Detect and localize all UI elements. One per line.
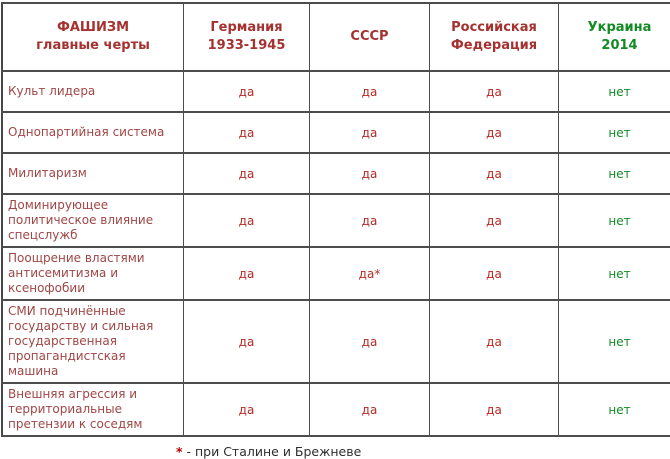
column-header-line: Российская <box>432 19 556 37</box>
value-cell-ukraine: нет <box>559 153 670 194</box>
column-header-line: ФАШИЗМ <box>5 19 181 37</box>
value-cell-ukraine: нет <box>559 112 670 153</box>
column-header-ukraine <box>559 3 670 71</box>
table-row-7 <box>2 383 670 436</box>
value-cell-germany: да <box>184 300 310 383</box>
column-header-features <box>2 3 184 71</box>
fascism-comparison-table <box>1 2 670 437</box>
value-cell-ukraine: нет <box>559 194 670 247</box>
value-cell-russia: да <box>430 383 559 436</box>
footnote-text: - при Сталине и Брежневе <box>183 444 362 459</box>
value-cell-ussr: да* <box>310 247 430 300</box>
value-cell-germany: да <box>184 71 310 112</box>
feature-cell: Доминирующее политическое влияние спецслужб <box>2 194 184 247</box>
value-cell-russia: да <box>430 247 559 300</box>
footnote-asterisk: * <box>176 444 183 459</box>
value-cell-ussr: да <box>310 112 430 153</box>
column-header-line: 1933-1945 <box>186 37 307 55</box>
value-cell-germany: да <box>184 153 310 194</box>
value-cell-russia: да <box>430 153 559 194</box>
header-row <box>2 3 670 71</box>
footnote <box>176 444 670 459</box>
feature-cell: Культ лидера <box>2 71 184 112</box>
value-cell-ussr: да <box>310 300 430 383</box>
value-cell-ussr: да <box>310 383 430 436</box>
feature-cell: Поощрение властями антисемитизма и ксенофобии <box>2 247 184 300</box>
value-cell-russia: да <box>430 300 559 383</box>
feature-cell: Милитаризм <box>2 153 184 194</box>
table-row-3 <box>2 153 670 194</box>
value-cell-ukraine: нет <box>559 383 670 436</box>
value-cell-ukraine: нет <box>559 247 670 300</box>
table-row-6 <box>2 300 670 383</box>
table-row-4 <box>2 194 670 247</box>
value-cell-russia: да <box>430 112 559 153</box>
column-header-line: 2014 <box>561 37 670 55</box>
value-cell-germany: да <box>184 383 310 436</box>
column-header-line: Федерация <box>432 37 556 55</box>
table-row-5 <box>2 247 670 300</box>
feature-cell: Внешняя агрессия и территориальные претензии к соседям <box>2 383 184 436</box>
feature-cell: СМИ подчинённые государству и сильная государственная пропагандистская машина <box>2 300 184 383</box>
value-cell-germany: да <box>184 194 310 247</box>
value-cell-russia: да <box>430 194 559 247</box>
table-row-2 <box>2 112 670 153</box>
column-header-line: главные черты <box>5 37 181 55</box>
column-header-line: СССР <box>312 28 427 46</box>
column-header-germany <box>184 3 310 71</box>
feature-cell: Однопартийная система <box>2 112 184 153</box>
value-cell-ussr: да <box>310 153 430 194</box>
value-cell-ussr: да <box>310 194 430 247</box>
value-cell-germany: да <box>184 247 310 300</box>
value-cell-ukraine: нет <box>559 71 670 112</box>
value-cell-russia: да <box>430 71 559 112</box>
value-cell-ukraine: нет <box>559 300 670 383</box>
table-row-1 <box>2 71 670 112</box>
value-cell-germany: да <box>184 112 310 153</box>
column-header-line: Германия <box>186 19 307 37</box>
page <box>0 2 670 424</box>
column-header-ussr <box>310 3 430 71</box>
column-header-line: Украина <box>561 19 670 37</box>
column-header-russia <box>430 3 559 71</box>
value-cell-ussr: да <box>310 71 430 112</box>
